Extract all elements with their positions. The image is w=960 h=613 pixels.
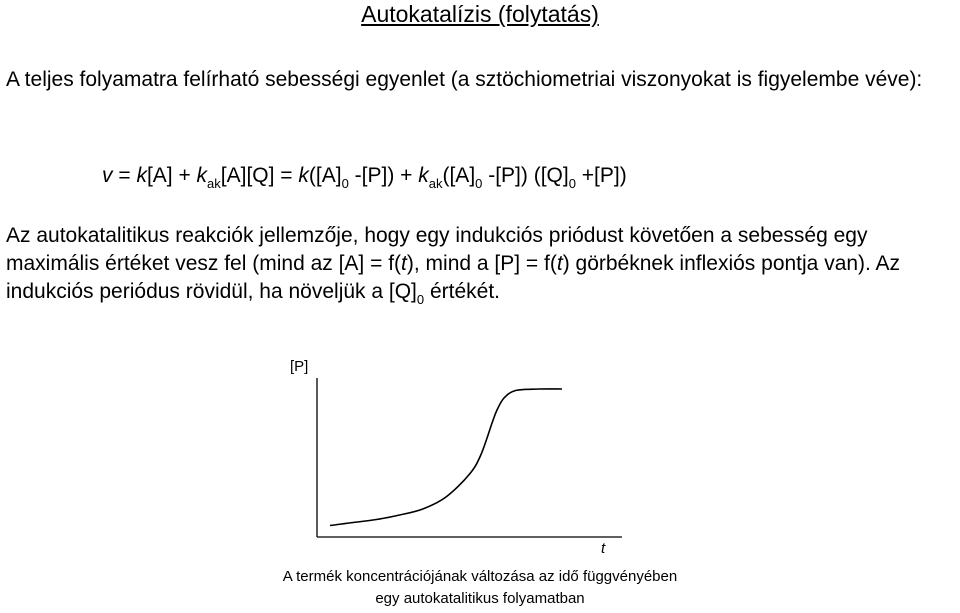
caption-line-1: A termék koncentrációjának változása az idő függvényében bbox=[282, 568, 678, 585]
formula-subscript: 0 bbox=[341, 176, 349, 191]
formula-part: +[P]) bbox=[575, 164, 627, 187]
concentration-curve bbox=[330, 389, 562, 526]
formula-k: k bbox=[196, 164, 208, 187]
formula-part: ([A] bbox=[308, 164, 342, 187]
rate-equation bbox=[102, 162, 627, 190]
description-paragraph bbox=[6, 222, 960, 306]
description-text: ), mind a [P] = f( bbox=[406, 252, 557, 275]
formula-subscript: 0 bbox=[568, 176, 576, 191]
description-text: ) görbéknek inflexiós pontja van). Az indukciós periódus rövidül, ha növeljük a [Q] bbox=[6, 252, 901, 303]
caption-line-2: egy autokatalitikus folyamatban bbox=[375, 590, 585, 607]
formula-part: ([A] bbox=[442, 164, 476, 187]
figure-caption bbox=[160, 566, 800, 610]
formula-subscript: ak bbox=[207, 176, 221, 191]
description-t: t bbox=[401, 252, 407, 275]
intro-paragraph: A teljes folyamatra felírható sebességi egyenlet (a sztöchiometriai viszonyokat is figyelembe véve): bbox=[6, 68, 923, 91]
formula-v: v bbox=[102, 164, 113, 187]
page-title: Autokatalízis (folytatás) bbox=[361, 1, 599, 27]
formula-k: k bbox=[418, 164, 429, 187]
y-axis-label: [P] bbox=[290, 358, 309, 375]
description-subscript: 0 bbox=[416, 292, 425, 307]
formula-part: -[P]) + bbox=[348, 164, 419, 187]
description-text: értékét. bbox=[424, 280, 501, 303]
x-axis-label: t bbox=[601, 540, 606, 557]
formula-subscript: 0 bbox=[475, 176, 483, 191]
description-t: t bbox=[556, 252, 563, 275]
formula-part: = bbox=[112, 164, 137, 187]
formula-part: -[P]) ([Q] bbox=[482, 164, 569, 187]
formula-k: k bbox=[136, 164, 147, 187]
formula-part: [A] + bbox=[146, 164, 197, 187]
formula-part: [A][Q] = bbox=[220, 164, 299, 187]
description-text: Az autokatalitikus reakciók jellemzője, hogy egy indukciós priódust követően a sebesség egy maximális értéket vesz fel (mind az [A] = f( bbox=[6, 224, 868, 275]
formula-subscript: ak bbox=[428, 176, 443, 191]
formula-k: k bbox=[298, 164, 309, 187]
